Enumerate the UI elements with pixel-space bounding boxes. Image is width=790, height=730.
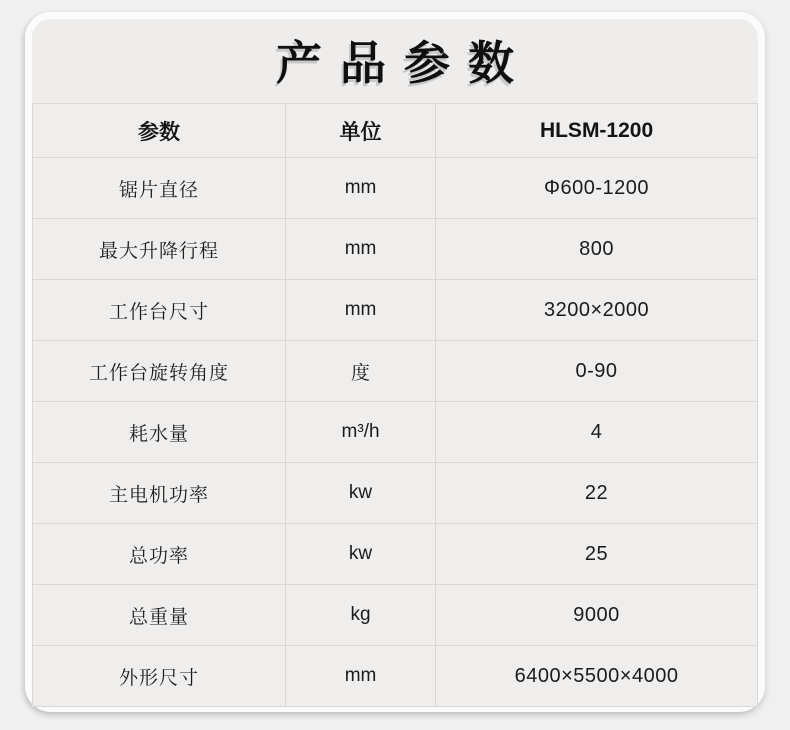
unit-cell: 度 [286, 341, 436, 402]
unit-cell: mm [286, 219, 436, 280]
table-row [33, 219, 758, 280]
table-row [33, 524, 758, 585]
param-cell: 总功率 [33, 524, 286, 585]
value-cell: 0-90 [436, 341, 758, 402]
header-param: 参数 [33, 104, 286, 158]
unit-cell: kw [286, 463, 436, 524]
table-row [33, 341, 758, 402]
param-cell: 工作台旋转角度 [33, 341, 286, 402]
unit-cell: m³/h [286, 402, 436, 463]
table-row [33, 402, 758, 463]
value-cell: 3200×2000 [436, 280, 758, 341]
param-cell: 最大升降行程 [33, 219, 286, 280]
param-cell: 总重量 [33, 585, 286, 646]
value-cell: 800 [436, 219, 758, 280]
unit-cell: mm [286, 158, 436, 219]
table-row [33, 280, 758, 341]
value-cell: 25 [436, 524, 758, 585]
spec-table [32, 103, 758, 707]
param-cell: 外形尺寸 [33, 646, 286, 707]
page-title: 产品参数 [276, 37, 532, 89]
spec-card [25, 12, 765, 712]
value-cell: 22 [436, 463, 758, 524]
table-row [33, 646, 758, 707]
unit-cell: kw [286, 524, 436, 585]
table-header-row [33, 104, 758, 158]
unit-cell: mm [286, 646, 436, 707]
param-cell: 主电机功率 [33, 463, 286, 524]
value-cell: 9000 [436, 585, 758, 646]
param-cell: 锯片直径 [33, 158, 286, 219]
value-cell: 4 [436, 402, 758, 463]
unit-cell: mm [286, 280, 436, 341]
header-unit: 单位 [286, 104, 436, 158]
value-cell: 6400×5500×4000 [436, 646, 758, 707]
header-model: HLSM-1200 [436, 104, 758, 158]
unit-cell: kg [286, 585, 436, 646]
table-row [33, 158, 758, 219]
table-row [33, 463, 758, 524]
value-cell: Φ600-1200 [436, 158, 758, 219]
table-row [33, 585, 758, 646]
param-cell: 耗水量 [33, 402, 286, 463]
param-cell: 工作台尺寸 [33, 280, 286, 341]
